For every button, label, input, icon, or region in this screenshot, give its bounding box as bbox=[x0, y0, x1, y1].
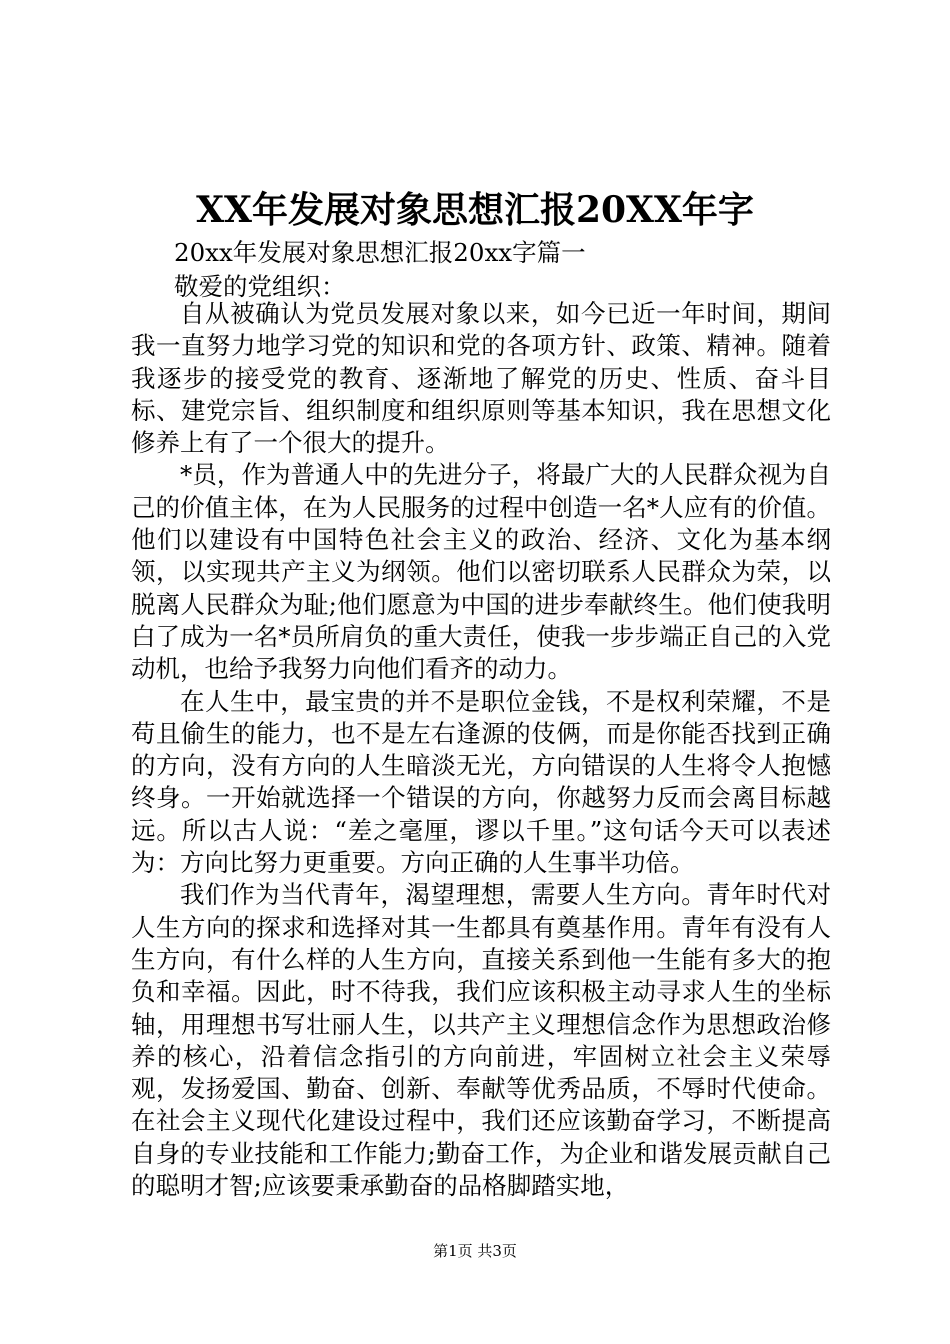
paragraph-3: 在人生中，最宝贵的并不是职位金钱，不是权利荣耀，不是苟且偷生的能力，也不是左右逢源的伎俩，而是你能否找到正确的方向，没有方向的人生暗淡无光，方向错误的人生将令人抱憾终身。一开始就选择一个错误的方向，你越努力反而会离目标越远。所以古人说：“差之毫厘，谬以千里。”这句话今天可以表述为：方向比努力更重要。方向正确的人生事半功倍。 bbox=[131, 686, 831, 878]
document-body bbox=[131, 298, 831, 1202]
document-subheading: 20xx年发展对象思想汇报20xx字篇一 bbox=[174, 238, 586, 267]
salutation: 敬爱的党组织： bbox=[174, 272, 346, 301]
document-title: XX年发展对象思想汇报20XX年字 bbox=[196, 189, 754, 231]
paragraph-1: 自从被确认为党员发展对象以来，如今已近一年时间，期间我一直努力地学习党的知识和党的各项方针、政策、精神。随着我逐步的接受党的教育、逐渐地了解党的历史、性质、奋斗目标、建党宗旨、组织制度和组织原则等基本知识，我在思想文化修养上有了一个很大的提升。 bbox=[131, 299, 831, 458]
paragraph-4: 我们作为当代青年，渴望理想，需要人生方向。青年时代对人生方向的探求和选择对其一生都具有奠基作用。青年有没有人生方向，有什么样的人生方向，直接关系到他一生能有多大的抱负和幸福。因此，时不待我，我们应该积极主动寻求人生的坐标轴，用理想书写壮丽人生，以共产主义理想信念作为思想政治修养的核心，沿着信念指引的方向前进，牢固树立社会主义荣辱观，发扬爱国、勤奋、创新、奉献等优秀品质，不辱时代使命。在社会主义现代化建设过程中，我们还应该勤奋学习，不断提高自身的专业技能和工作能力;勤奋工作，为企业和谐发展贡献自己的聪明才智;应该要秉承勤奋的品格脚踏实地， bbox=[131, 880, 831, 1201]
page-indicator: 第1页 共3页 bbox=[433, 1242, 517, 1260]
paragraph-2: *员，作为普通人中的先进分子，将最广大的人民群众视为自己的价值主体，在为人民服务的过程中创造一名*人应有的价值。他们以建设有中国特色社会主义的政治、经济、文化为基本纲领，以实现共产主义为纲领。他们以密切联系人民群众为荣，以脱离人民群众为耻;他们愿意为中国的进步奉献终生。他们使我明白了成为一名*员所肩负的重大责任，使我一步步端正自己的入党动机，也给予我努力向他们看齐的动力。 bbox=[131, 460, 831, 684]
